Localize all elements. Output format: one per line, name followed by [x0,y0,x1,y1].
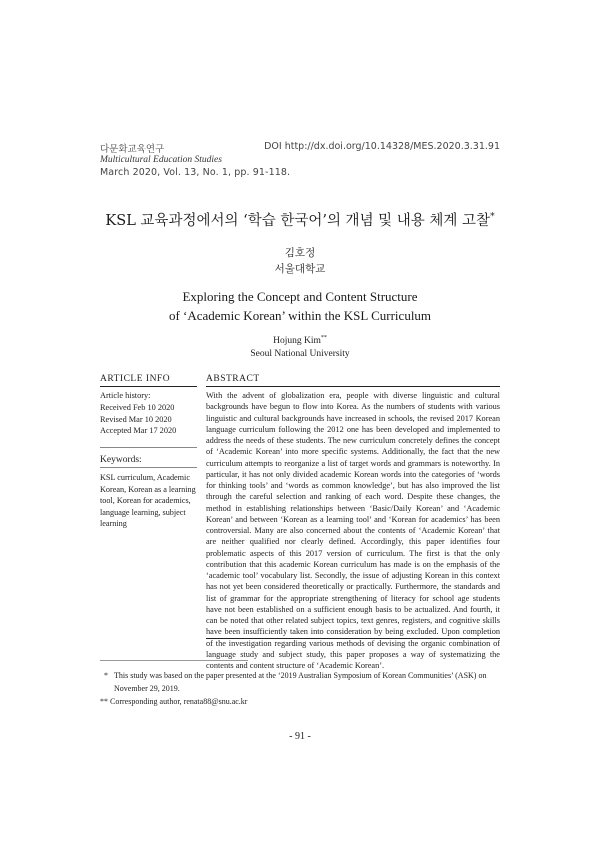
affiliation-english: Seoul National University [250,349,350,359]
received-date: Received Feb 10 2020 [100,402,175,412]
author-korean: 김호정 [284,247,316,259]
article-info-heading: ARTICLE INFO [100,374,171,384]
abstract-rule-top [206,386,500,387]
history-label: Article history: [100,391,151,400]
abstract-rule-bottom [206,638,500,639]
footnote-divider [100,660,248,661]
title-footnote-mark: * [490,212,495,223]
affiliation-korean: 서울대학교 [274,263,326,275]
page-number: - 91 - [289,731,311,742]
keywords-list: KSL curriculum, Academic Korean, Korean as a learning tool, Korean for academics, language learning, subject learning [100,473,196,529]
footnote-2 [100,697,500,706]
author-footnote-mark: ** [320,335,327,341]
abstract-text: With the advent of globalization era, people with diverse linguistic and cultural backgrounds have begun to flow into Korea. As the numbers of students with various linguistic and cultural backgrounds have increased in schools, the revised 2017 Korean language curriculum following the 2012 one has been developed and implemented to address the needs of these students. The new curriculum concretely defines the concept of ‘Academic Korean’ into more specific systems. Additionally, the fact that the new curriculum attempts to reorganize a list of target words and grammars is noteworthy. In particular, it has not only divided academic Korean words into the categories of ‘words for thinking tools’ and ‘words as common knowledge’, but has also improved the list through the careful selection and ranking of each word. Despite these changes, the method in establishing relationships between ‘Basic/Daily Korean’ and ‘Academic Korean’ and between ‘Korean as a learning tool’ and ‘Korean for academics’ has been controversial. Many are also concerned about the contents of ‘Academic Korean’ that are neither qualified nor clearly defined. Accordingly, this paper identifies four problematic aspects of this 2017 version of curriculum. The first is that the only contribution that this academic Korean curriculum has made is on the emphasis of the ‘academic tool’ vocabulary list. Secondly, the issue of adjusting Korean in this context has not yet been considered theoretically or practically. Furthermore, the standards and list of grammar for the appropriate strengthening of literacy for school age students have not been established on a sufficient enough basis to be actualized. And fourth, it can be noted that other related subject topics, text genres, registers, and cognitive skills have been insufficiently taken into consideration by being excluded. Upon completion of the investigation regarding various methods of devising the organic combination of language study and subject study, this paper proposes a way of systematizing the contents and content structure of ‘Academic Korean’. [206,391,500,670]
article-history [100,390,176,437]
title-korean [0,209,600,230]
journal-name-korean: 다문화교육연구 [100,144,165,155]
article-info-rule [100,386,197,387]
revised-date: Revised Mar 10 2020 [100,414,172,424]
author-english-name: Hojung Kim [273,336,321,347]
footnote-2-mark: ** [100,697,108,706]
keywords-rule-top [100,447,197,448]
author-english [0,335,600,346]
doi-link[interactable]: DOI http://dx.doi.org/10.14328/MES.2020.3.31.91 [264,141,500,152]
accepted-date: Accepted Mar 17 2020 [100,426,177,436]
keywords-heading: Keywords: [100,455,142,465]
keywords-rule [100,467,197,468]
abstract-heading: ABSTRACT [206,374,260,384]
title-korean-text: KSL 교육과정에서의 ‘학습 한국어’의 개념 및 내용 체계 고찰 [105,213,491,229]
title-english-line2: of ‘Academic Korean’ within the KSL Curriculum [168,308,432,323]
footnote-2-text: Corresponding author, renata88@snu.ac.kr [110,697,248,706]
title-english [0,287,600,325]
footnote-1-mark: * [104,671,108,680]
title-english-line1: Exploring the Concept and Content Structure [182,289,418,304]
issue-info: March 2020, Vol. 13, No. 1, pp. 91-118. [100,167,291,178]
footnote-1 [100,670,500,695]
footnote-1-text: This study was based on the paper presented at the ‘2019 Australian Symposium of Korean Communities’ (ASK) on November 29, 2019. [114,671,487,693]
journal-name-english: Multicultural Education Studies [100,155,222,165]
